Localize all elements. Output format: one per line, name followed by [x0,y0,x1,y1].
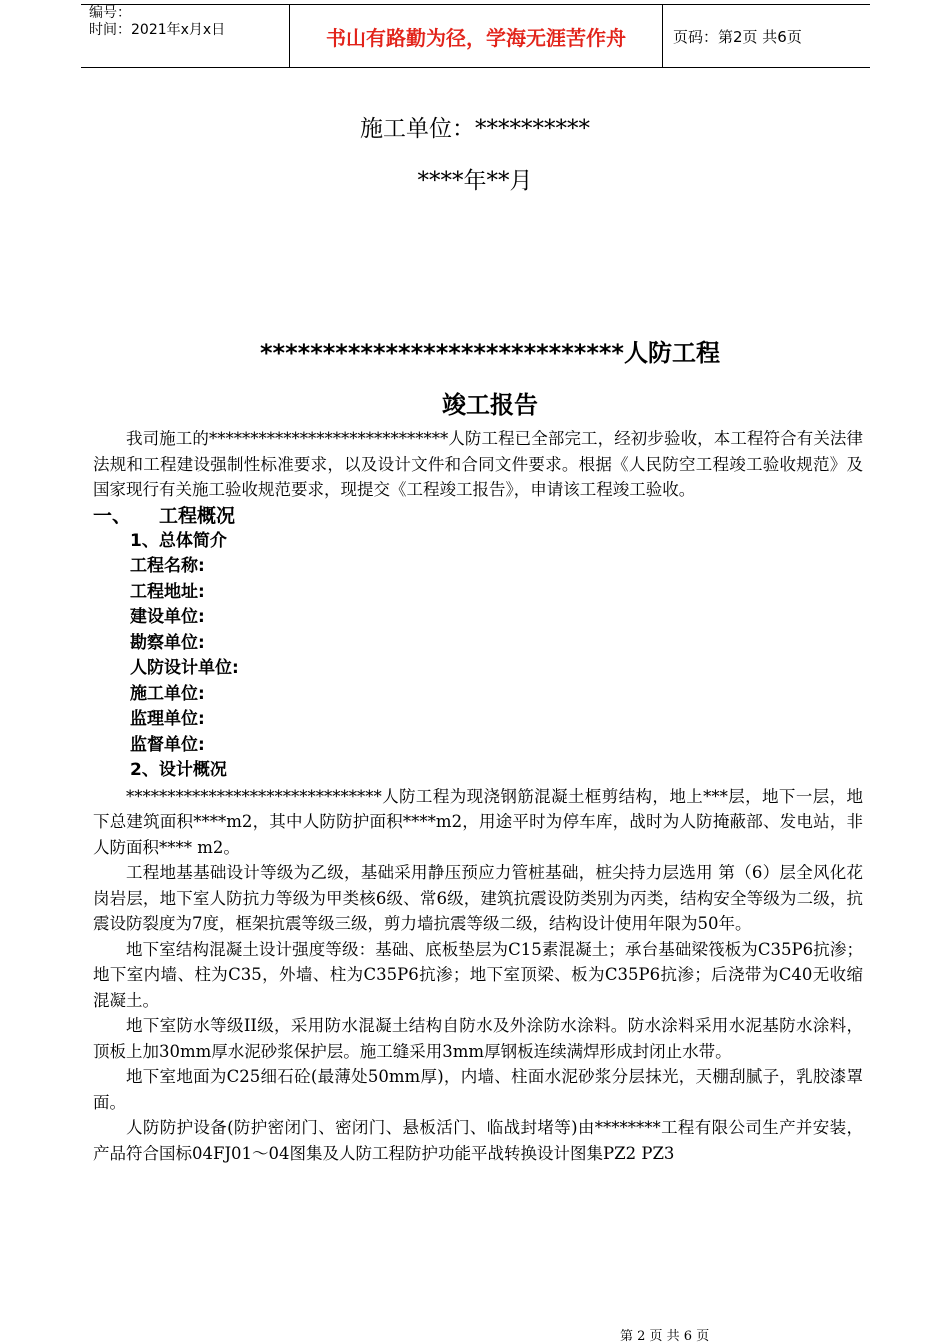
field-project-name: 工程名称: [130,556,205,576]
header-meta [81,5,290,68]
header-motto: 书山有路勤为径，学海无涯苦作舟 [290,5,663,68]
intro-paragraph: 我司施工的*****************************人防工程已全部完工，经初步验收，本工程符合有关法律法规和工程建设强制性标准要求，以及设计文件和合同文件要求。根据《人民防空工程竣工验收规范》及国家现行有关施工验收规范要求，现提交《工程竣工报告》，申请该工程竣工验收。 [93,429,863,499]
section-title: 工程概况 [159,504,236,527]
subheading-summary: 1、总体简介 [130,530,227,551]
field-owner-unit: 建设单位: [130,607,205,627]
report-title-line1: *****************************人防工程 [260,339,720,367]
report-title-line2: 竣工报告 [442,391,538,419]
design-paragraph: 地下室防水等级II级，采用防水混凝土结构自防水及外涂防水涂料。防水涂料采用水泥基防水涂料，顶板上加30mm厚水泥砂浆保护层。施工缝采用3mm厚钢板连续满焊形成封闭止水带。 [93,1016,863,1061]
design-paragraph: *******************************人防工程为现浇钢筋混凝土框剪结构，地上***层，地下一层，地下总建筑面积****m2，其中人防防护面积****m2，用途平时为停车库，战时为人防掩蔽部、发电站，非人防面积**** m2。 [93,786,863,857]
page-footer: 第 2 页 共 6 页 [620,1329,710,1344]
design-paragraph: 地下室结构混凝土设计强度等级：基础、底板垫层为C15素混凝土；承台基础梁筏板为C35P6抗渗；地下室内墙、柱为C35，外墙、柱为C35P6抗渗；地下室顶梁、板为C35P6抗渗；后浇带为C40无收缩混凝土。 [93,939,863,1010]
field-survey-unit: 勘察单位: [130,632,205,653]
field-supervision-unit: 监理单位: [130,709,205,729]
report-body [93,426,863,1166]
design-paragraph: 人防防护设备(防护密闭门、密闭门、悬板活门、临战封堵等)由********工程有限公司生产并安装，产品符合国标04FJ01～04图集及人防工程防护功能平战转换设计图集PZ2 PZ3 [93,1118,863,1163]
section-number: 一、 [93,504,132,527]
field-inspection-unit: 监督单位: [130,734,205,755]
section-heading-overview [93,503,863,529]
field-construction-unit: 施工单位: [130,683,205,704]
subheading-design: 2、设计概况 [130,760,227,780]
cover-date: ****年**月 [417,168,533,194]
number-label: 编号： [89,5,131,21]
design-paragraph: 工程地基基础设计等级为乙级，基础采用静压预应力管桩基础，桩尖持力层选用 第（6）层全风化花岗岩层，地下室人防抗力等级为甲类核6级、常6级，建筑抗震设防类别为丙类，结构安全等级为二级，抗震设防裂度为7度，框架抗震等级三级，剪力墙抗震等级二级，结构设计使用年限为50年。 [93,863,863,933]
time-label: 时间：2021年x月x日 [89,22,226,38]
page-header [81,4,870,68]
design-paragraph: 地下室地面为C25细石砼(最薄处50mm厚)，内墙、柱面水泥砂浆分层抹光，天棚刮腻子，乳胶漆罩面。 [93,1067,863,1112]
field-civil-defense-design-unit: 人防设计单位: [130,658,239,678]
field-project-address: 工程地址: [130,581,205,602]
construction-unit: 施工单位：********** [360,116,590,142]
header-page-label: 页码：第2页 共6页 [673,27,802,46]
